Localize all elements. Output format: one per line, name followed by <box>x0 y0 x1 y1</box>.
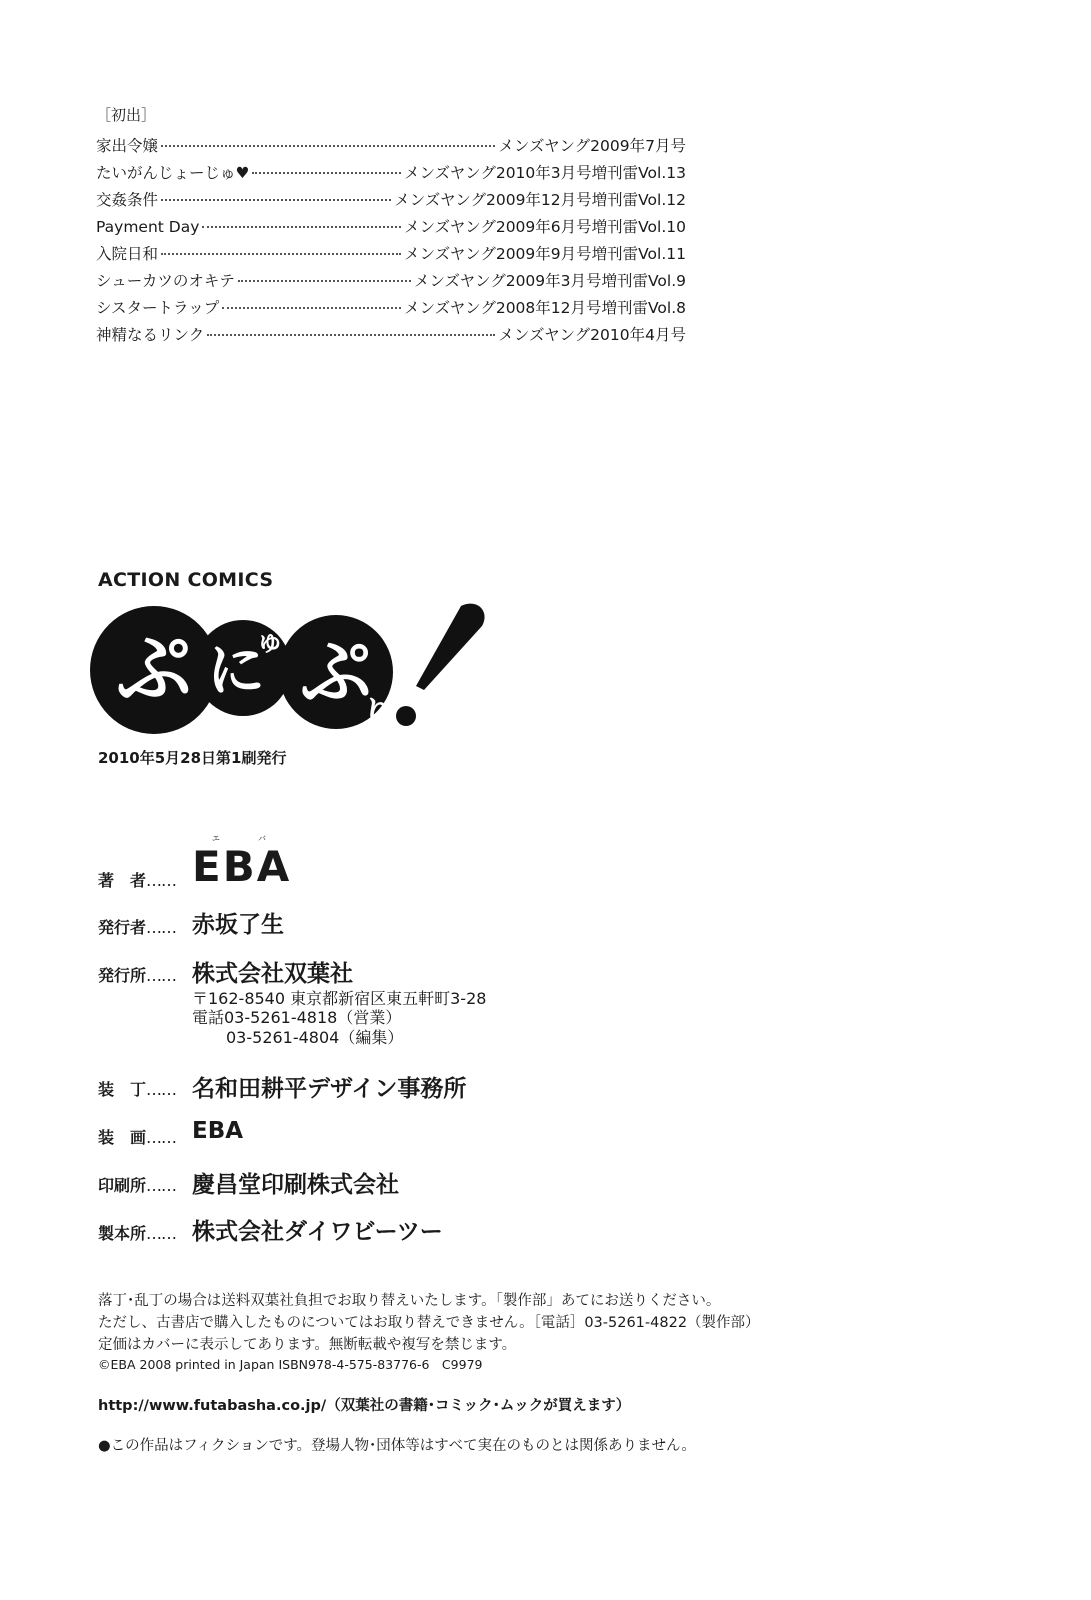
printer-name: 慶昌堂印刷株式会社 <box>192 1172 399 1198</box>
leader-dots <box>161 253 401 255</box>
leader-dots <box>252 172 401 174</box>
magazine-source: メンズヤング2009年3月号増刊雷Vol.9 <box>413 272 686 290</box>
publisher-name: 赤坂了生 <box>192 912 284 938</box>
magazine-source: メンズヤング2010年3月号増刊雷Vol.13 <box>404 164 686 182</box>
phone-editorial: 03-5261-4804（編集） <box>226 1028 404 1047</box>
author-name: EBA <box>192 842 292 891</box>
first-appearance-entry <box>96 296 686 320</box>
logo-char: ぷ <box>299 631 373 715</box>
story-title: シスタートラップ <box>96 299 220 317</box>
note-line: 定価はカバーに表示してあります。無断転載や複写を禁じます。 <box>98 1337 517 1353</box>
magazine-source: メンズヤング2009年7月号 <box>498 137 686 155</box>
book-title-logo <box>86 598 496 746</box>
cover-art-label: 装 画…… <box>98 1128 177 1147</box>
exclaim-mark <box>416 604 485 690</box>
note-line: ただし、古書店で購入したものについてはお取り替えできません。［電話］03-5261-4822（製作部） <box>98 1315 760 1331</box>
first-appearance-entry <box>96 215 686 239</box>
copyright-isbn: ©EBA 2008 printed in Japan ISBN978-4-575-83776-6 C9979 <box>98 1357 483 1372</box>
story-title: Payment Day <box>96 218 200 236</box>
story-title: 家出令嬢 <box>96 137 159 155</box>
fiction-disclaimer: ●この作品はフィクションです。登場人物･団体等はすべて実在のものとは関係ありません。 <box>98 1438 696 1454</box>
first-appearance-entry <box>96 134 686 158</box>
author-ruby: エ <box>212 834 220 843</box>
publisher-url[interactable]: http://www.futabasha.co.jp/（双葉社の書籍･コミック･ムックが買えます） <box>98 1398 631 1414</box>
magazine-source: メンズヤング2009年12月号増刊雷Vol.12 <box>394 191 686 209</box>
first-appearance-entry <box>96 188 686 212</box>
magazine-source: メンズヤング2010年4月号 <box>498 326 686 344</box>
publishing-house: 株式会社双葉社 <box>192 961 353 987</box>
story-title: 交姦条件 <box>96 191 159 209</box>
first-appearance-entry <box>96 161 686 185</box>
publisher-label: 発行者…… <box>98 918 177 937</box>
series-name: ACTION COMICS <box>98 569 274 591</box>
story-title: たいがんじょーじゅ♥ <box>96 164 250 182</box>
binder-name: 株式会社ダイワビーツー <box>192 1219 443 1245</box>
leader-dots <box>207 334 495 336</box>
phone-sales: 電話03-5261-4818（営業） <box>192 1008 402 1027</box>
first-appearance-entry <box>96 323 686 347</box>
logo-char: ぷ <box>116 625 192 714</box>
cover-artist: EBA <box>192 1118 244 1144</box>
first-appearance-entry <box>96 269 686 293</box>
author-ruby: バ <box>258 834 266 843</box>
magazine-source: メンズヤング2009年9月号増刊雷Vol.11 <box>404 245 686 263</box>
house-label: 発行所…… <box>98 966 177 985</box>
logo-char: に <box>206 636 266 704</box>
story-title: シューカツのオキテ <box>96 272 235 290</box>
logo-char: り <box>361 695 395 735</box>
leader-dots <box>238 280 411 282</box>
leader-dots <box>161 199 391 201</box>
leader-dots <box>202 226 401 228</box>
leader-dots <box>161 145 495 147</box>
publication-date: 2010年5月28日第1刷発行 <box>98 749 287 767</box>
story-title: 神精なるリンク <box>96 326 205 344</box>
leader-dots <box>222 307 401 309</box>
story-title: 入院日和 <box>96 245 159 263</box>
author-label: 著 者…… <box>98 871 177 890</box>
logo-char: ゅ <box>255 624 285 657</box>
first-appearance-header: ［初出］ <box>96 106 157 124</box>
binder-label: 製本所…… <box>98 1224 177 1243</box>
design-studio: 名和田耕平デザイン事務所 <box>192 1076 467 1102</box>
design-label: 装 丁…… <box>98 1080 177 1099</box>
exclaim-dot <box>396 706 416 726</box>
first-appearance-entry <box>96 242 686 266</box>
printer-label: 印刷所…… <box>98 1176 177 1195</box>
house-address: 〒162-8540 東京都新宿区東五軒町3-28 <box>192 989 487 1008</box>
note-line: 落丁･乱丁の場合は送料双葉社負担でお取り替えいたします。「製作部」あてにお送りください。 <box>98 1293 721 1309</box>
magazine-source: メンズヤング2008年12月号増刊雷Vol.8 <box>404 299 686 317</box>
magazine-source: メンズヤング2009年6月号増刊雷Vol.10 <box>404 218 686 236</box>
